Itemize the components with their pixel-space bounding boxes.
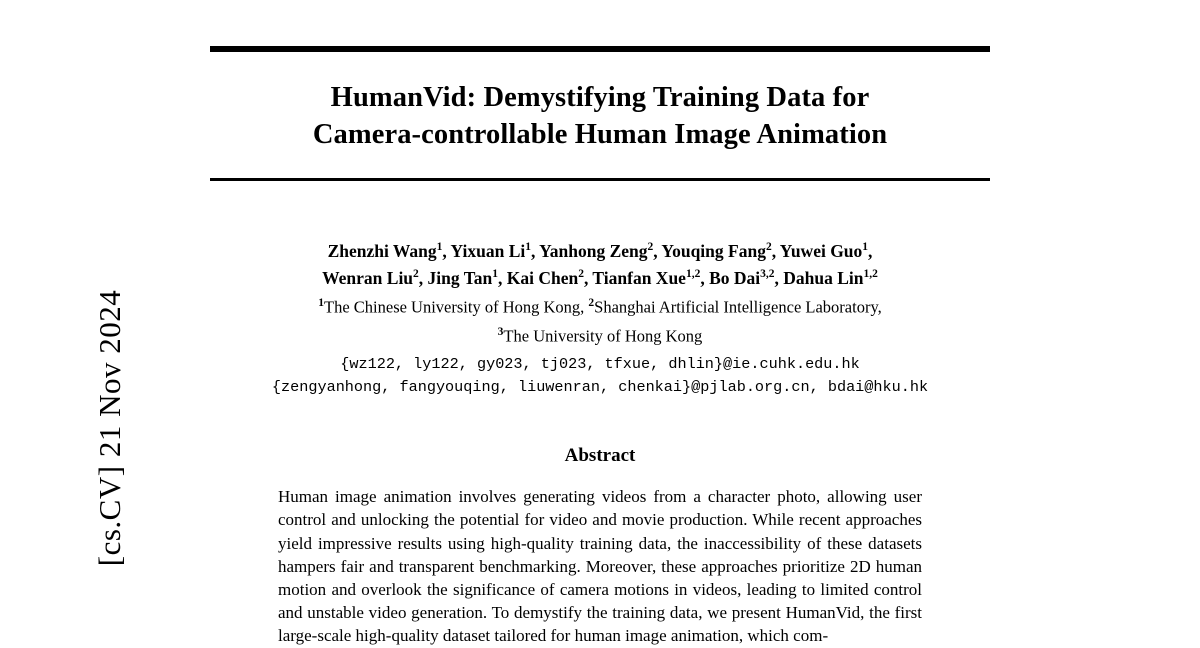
email-line-2: {zengyanhong, fangyouqing, liuwenran, chenkai}@pjlab.org.cn, bdai@hku.hk [271,378,929,397]
affiliation-line-1: $^1$The Chinese University of Hong Kong, $^2$Shanghai Artificial Intelligence Laboratory, [318,297,882,317]
arxiv-vertical-stamp: [cs.CV] 21 Nov 2024 [92,289,127,567]
page-title [210,79,990,153]
title-line-1: HumanVid: Demystifying Training Data for [330,82,870,113]
abstract-heading: Abstract [564,445,636,467]
title-bottom-rule [210,178,990,181]
paper-page [210,0,990,648]
title-top-rule [210,46,990,52]
affiliation-line-2: $^3$The University of Hong Kong [497,325,703,346]
author-emails [210,353,990,399]
author-line-1: Zhenzhi Wang$^1$, Yixuan Li$^1$, Yanhong Zeng$^2$, Youqing Fang$^2$, Yuwei Guo$^1$, [327,240,873,261]
author-list [210,235,990,348]
title-line-2: Camera-controllable Human Image Animation [312,119,888,150]
email-line-1: {wz122, ly122, gy023, tj023, tfxue, dhlin}@ie.cuhk.edu.hk [340,355,860,374]
abstract-body [278,485,922,647]
abstract-paragraph: Human image animation involves generating videos from a character photo, allowing user control and unlocking the potential for video and movie production. While recent approaches yield impressive results using high-quality training data, the inaccessibility of these datasets hampers fair and transparent benchmarking. Moreover, these approaches prioritize 2D human motion and overlook the significance of camera motions in videos, leading to limited control and unstable video generation. To demystify the training data, we present HumanVid, the first large-scale high-quality dataset tailored for human image animation, which com- [278,487,922,646]
author-line-2: Wenran Liu$^2$, Jing Tan$^1$, Kai Chen$^2$, Tianfan Xue$^{1,2}$, Bo Dai$^{3,2}$, Dahua Lin$^{1,2}$ [322,268,878,289]
